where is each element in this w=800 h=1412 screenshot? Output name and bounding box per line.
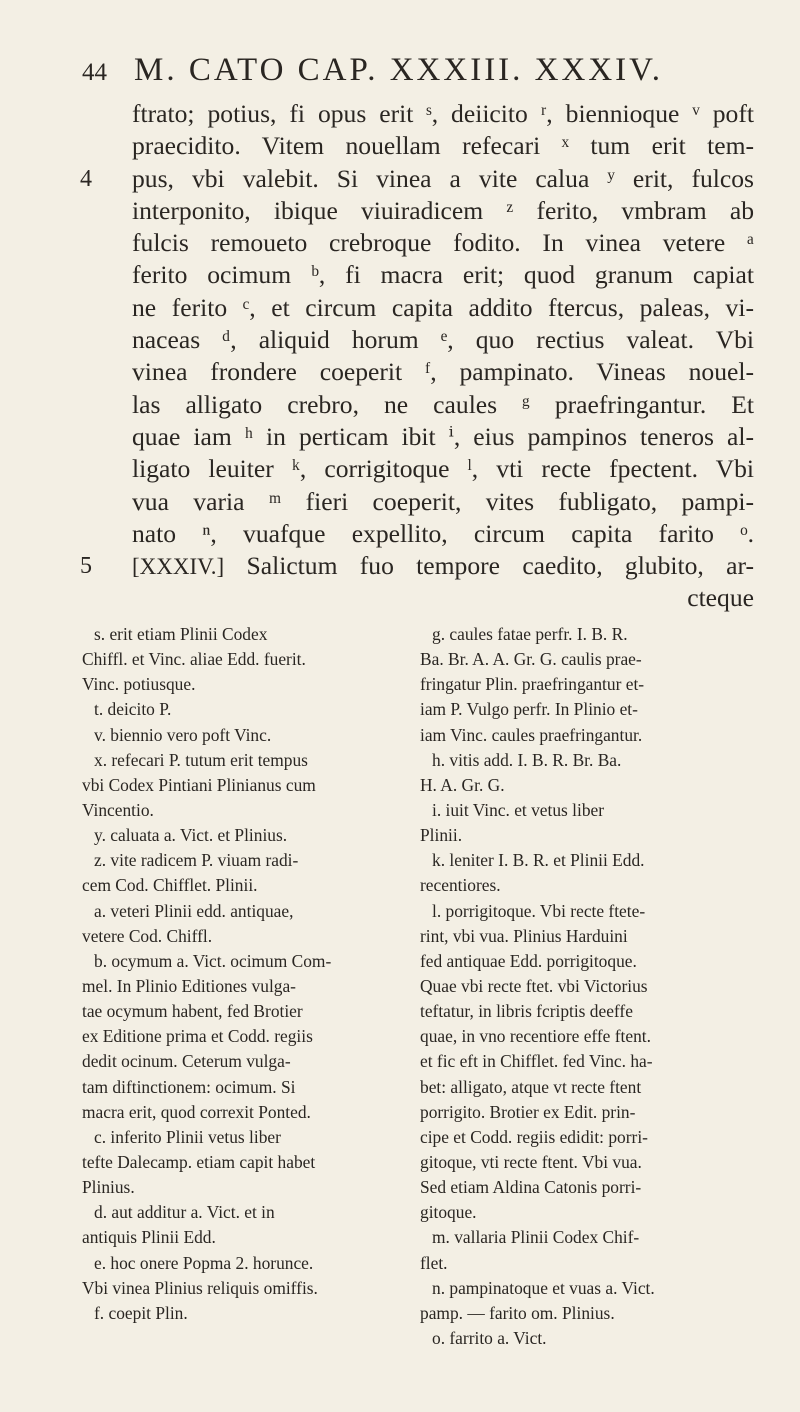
footnote-line: Vincentio. <box>82 799 154 820</box>
footnote-line: k. leniter I. B. R. et Plinii Edd. <box>432 850 645 871</box>
footnote-line: tae ocymum habent, fed Brotier <box>82 1001 303 1022</box>
chapter-marker: [XXXIV.] <box>132 554 225 580</box>
footnote-line: Vbi vinea Plinius reliquis omiffis. <box>82 1277 318 1298</box>
footnote-line: cipe et Codd. regiis edidit: porri- <box>420 1126 648 1147</box>
footnote-line: tam diftinctionem: ocimum. Si <box>82 1076 296 1097</box>
footnote-line: porrigito. Brotier ex Edit. prin- <box>420 1101 636 1122</box>
footnote-line: ex Editione prima et Codd. regiis <box>82 1026 313 1047</box>
main-text-block <box>80 98 754 615</box>
footnote-line: Sed etiam Aldina Catonis porri- <box>420 1177 642 1198</box>
text-line-content: Salictum fuo tempore caedito, glubito, ar- <box>246 551 754 581</box>
footnote-line: f. coepit Plin. <box>94 1302 188 1323</box>
page-header <box>82 52 742 100</box>
footnote-line: o. farrito a. Vict. <box>432 1327 547 1348</box>
footnote-line: v. biennio vero poft Vinc. <box>94 724 272 745</box>
footnote-line: a. veteri Plinii edd. antiquae, <box>94 900 294 921</box>
text-line: vinea frondere coeperit ᶠ, pampinato. Vineas nouel- <box>132 357 754 387</box>
text-line: fulcis remoueto crebroque fodito. In vinea vetere ᵃ <box>132 228 754 258</box>
text-line: las alligato crebro, ne caules ᵍ praefringantur. Et <box>132 389 754 419</box>
footnote-line: iam Vinc. caules praefringantur. <box>420 724 643 745</box>
footnote-line: et fic eft in Chifflet. fed Vinc. ha- <box>420 1051 653 1072</box>
text-line: vua varia ᵐ fieri coeperit, vites fubligato, pampi- <box>132 486 754 516</box>
footnote-line: m. vallaria Plinii Codex Chif- <box>432 1227 640 1248</box>
footnote-line: flet. <box>420 1252 448 1273</box>
footnote-line: gitoque. <box>420 1202 477 1223</box>
text-line: nato ⁿ, vuafque expellito, circum capita farito ᵒ. <box>132 518 754 548</box>
footnotes-right-column <box>420 622 750 1351</box>
footnote-line: Quae vbi recte ftet. vbi Victorius <box>420 975 648 996</box>
footnote-line: recentiores. <box>420 875 501 896</box>
footnote-line: Plinius. <box>82 1177 135 1198</box>
footnote-line: vetere Cod. Chiffl. <box>82 925 213 946</box>
footnote-line: rint, vbi vua. Plinius Harduini <box>420 925 628 946</box>
footnotes-left-column <box>82 622 412 1326</box>
footnote-line: e. hoc onere Popma 2. horunce. <box>94 1252 314 1273</box>
text-line <box>80 163 754 195</box>
footnote-line: mel. In Plinio Editiones vulga- <box>82 975 296 996</box>
footnote-line: i. iuit Vinc. et vetus liber <box>432 799 605 820</box>
footnote-line: n. pampinatoque et vuas a. Vict. <box>432 1277 655 1298</box>
footnote-line: y. caluata a. Vict. et Plinius. <box>94 825 288 846</box>
footnote-line: fringatur Plin. praefringantur et- <box>420 674 645 695</box>
catchword: cteque <box>687 583 754 613</box>
footnote-line: Plinii. <box>420 825 463 846</box>
footnote-line: gitoque, vti recte ftent. Vbi vua. <box>420 1151 642 1172</box>
footnote-line: vbi Codex Pintiani Plinianus cum <box>82 774 316 795</box>
footnote-line: l. porrigitoque. Vbi recte ftete- <box>432 900 646 921</box>
footnote-line: dedit ocinum. Ceterum vulga- <box>82 1051 291 1072</box>
footnote-line: h. vitis add. I. B. R. Br. Ba. <box>432 749 622 770</box>
footnote-line: pamp. — farito om. Plinius. <box>420 1302 615 1323</box>
footnote-line: quae, in vno recentiore effe ftent. <box>420 1026 651 1047</box>
text-line <box>80 550 754 582</box>
footnote-line: macra erit, quod correxit Ponted. <box>82 1101 311 1122</box>
text-line: naceas ᵈ, aliquid horum ᵉ, quo rectius valeat. Vbi <box>132 325 754 355</box>
footnote-line: t. deicito P. <box>94 699 172 720</box>
line-number: 5 <box>80 553 92 580</box>
footnote-line: tefte Dalecamp. etiam capit habet <box>82 1151 316 1172</box>
running-head: M. CATO CAP. XXXIII. XXXIV. <box>134 52 663 88</box>
footnote-line: Vinc. potiusque. <box>82 674 196 695</box>
footnote-line: s. erit etiam Plinii Codex <box>94 624 268 644</box>
footnote-line: bet: alligato, atque vt recte ftent <box>420 1076 642 1097</box>
text-line: ligato leuiter ᵏ, corrigitoque ˡ, vti recte fpectent. Vbi <box>132 454 754 484</box>
footnote-line: b. ocymum a. Vict. ocimum Com- <box>94 950 332 971</box>
footnote-line: fed antiquae Edd. porrigitoque. <box>420 950 637 971</box>
footnote-line: z. vite radicem P. viuam radi- <box>94 850 299 871</box>
footnote-line: teftatur, in libris fcriptis deeffe <box>420 1001 633 1022</box>
footnote-line: cem Cod. Chifflet. Plinii. <box>82 875 258 896</box>
text-line-content: pus, vbi valebit. Si vinea a vite calua ʸ erit, fulcos <box>132 163 754 193</box>
footnote-line: c. inferito Plinii vetus liber <box>94 1126 281 1147</box>
line-number: 4 <box>80 165 92 192</box>
footnote-line: antiquis Plinii Edd. <box>82 1227 216 1248</box>
page-number: 44 <box>82 59 107 86</box>
text-line: ferito ocimum ᵇ, fi macra erit; quod granum capiat <box>132 260 754 290</box>
footnote-line: iam P. Vulgo perfr. In Plinio et- <box>420 699 638 720</box>
footnote-line: x. refecari P. tutum erit tempus <box>94 749 308 770</box>
footnote-line: d. aut additur a. Vict. et in <box>94 1202 275 1223</box>
footnote-line: g. caules fatae perfr. I. B. R. <box>432 624 628 644</box>
text-line: ne ferito ᶜ, et circum capita addito ftercus, paleas, vi- <box>132 292 754 322</box>
text-line: quae iam ʰ in perticam ibit ⁱ, eius pampinos teneros al- <box>132 421 754 451</box>
footnote-line: H. A. Gr. G. <box>420 774 505 795</box>
text-line: interponito, ibique viuiradicem ᶻ ferito, vmbram ab <box>132 195 754 225</box>
footnote-line: Chiffl. et Vinc. aliae Edd. fuerit. <box>82 649 306 670</box>
text-line: ftrato; potius, fi opus erit ˢ, deiicito ʳ, biennioque ᵛ poft <box>132 99 754 128</box>
text-line: praecidito. Vitem nouellam refecari ˣ tum erit tem- <box>132 131 754 161</box>
footnote-line: Ba. Br. A. A. Gr. G. caulis prae- <box>420 649 642 670</box>
